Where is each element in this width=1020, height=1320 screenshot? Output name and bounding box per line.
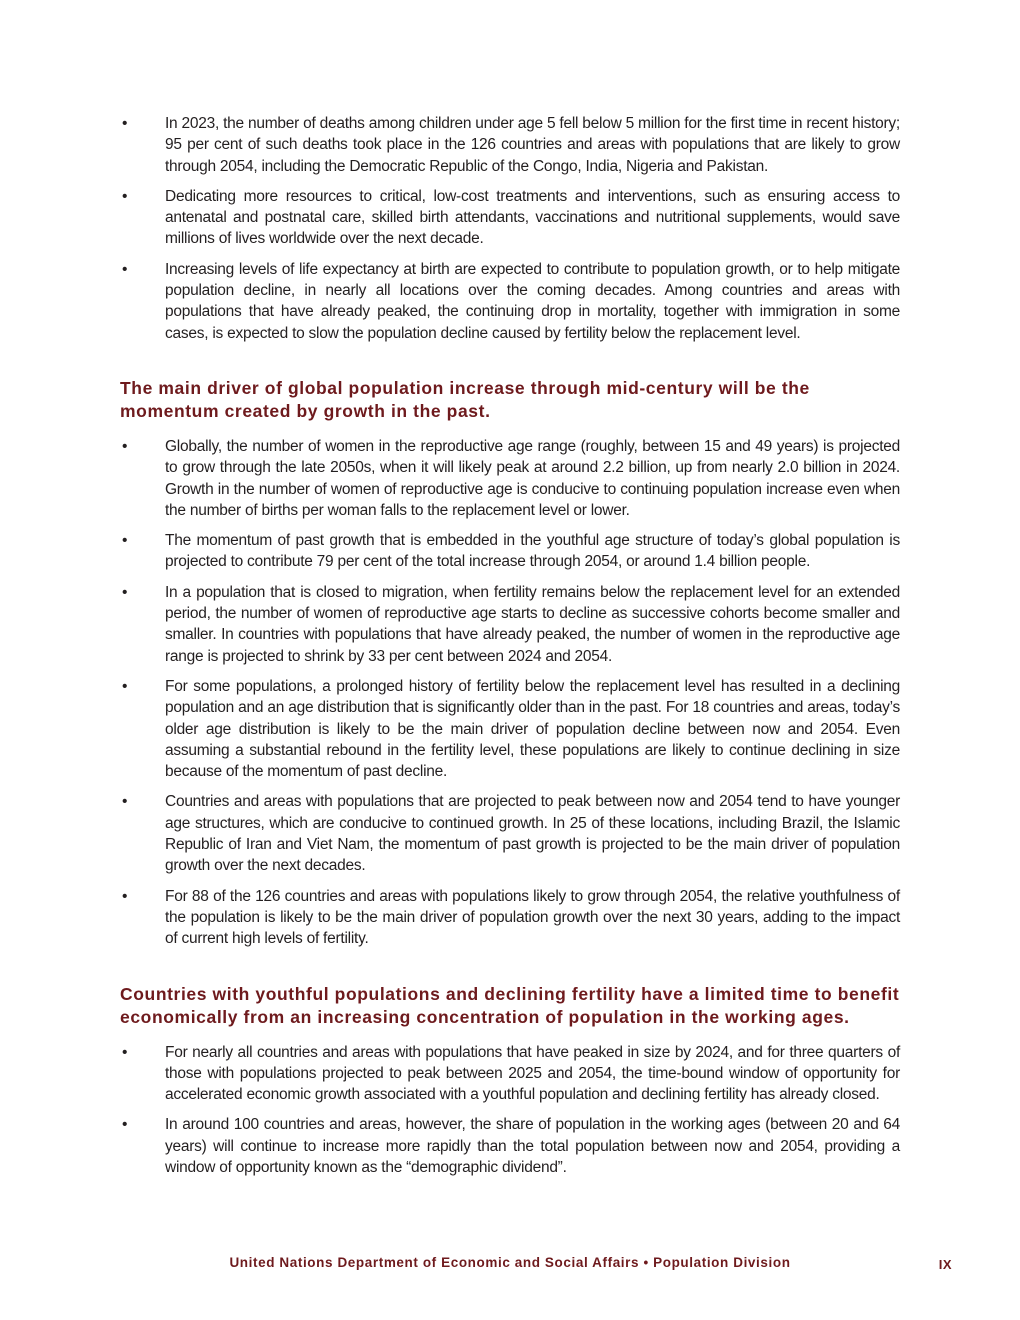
bullet-glyph: • — [122, 1043, 128, 1061]
bullet-item — [120, 676, 900, 782]
section-heading-momentum: The main driver of global population increase through mid-century will be the momentum created by growth in the past. — [120, 377, 810, 421]
bullet-item — [120, 1114, 900, 1178]
bullet-text: For 88 of the 126 countries and areas with populations likely to grow through 2054, the relative youthfulness of the population is likely to be the main driver of population growth over the next 30 years, adding to the impact of current high levels of fertility. — [165, 887, 900, 948]
bullet-glyph: • — [122, 793, 128, 811]
bullet-text: Countries and areas with populations that are projected to peak between now and 2054 tend to have younger age structures, which are conducive to continued growth. In 25 of these locations, including Brazil, the Islamic Republic of Iran and Viet Nam, the momentum of past growth is projected to be the main driver of population growth over the next decades. — [165, 793, 900, 875]
bullet-glyph: • — [122, 887, 128, 905]
bullet-item — [120, 113, 900, 177]
bullet-item — [120, 886, 900, 950]
footer-organization-text: United Nations Department of Economic and Social Affairs • Population Division — [229, 1255, 791, 1270]
bullet-glyph: • — [122, 1116, 128, 1134]
bullet-list-momentum — [120, 436, 900, 950]
bullet-text: Globally, the number of women in the reproductive age range (roughly, between 15 and 49 years) is projected to grow through the late 2050s, when it will likely peak at around 2.2 billion, up from nearly 2.0 billion in 2024. Growth in the number of women of reproductive age is conducive to continuing population increase even when the number of births per woman falls to the replacement level or lower. — [165, 437, 900, 519]
page-number: IX — [938, 1257, 952, 1272]
section-heading-working-ages: Countries with youthful populations and declining fertility have a limited time to benefit economically from an increasing concentration of population in the working ages. — [120, 983, 900, 1027]
bullet-text: In 2023, the number of deaths among children under age 5 fell below 5 million for the first time in recent history; 95 per cent of such deaths took place in the 126 countries and areas with populations that are likely to grow through 2054, including the Democratic Republic of the Congo, India, Nigeria and Pakistan. — [165, 115, 900, 175]
bullet-item — [120, 582, 900, 667]
bullet-item — [120, 791, 900, 876]
bullet-list-intro — [120, 113, 900, 344]
bullet-text: For some populations, a prolonged history of fertility below the replacement level has resulted in a declining population and an age distribution that is significantly older than in the past. For 18 countries and areas, today’s older age distribution is likely to be the main driver of population decline between now and 2054. Even assuming a substantial rebound in the fertility level, these populations are likely to continue declining in size because of the momentum of past decline. — [165, 677, 900, 781]
bullet-text: Dedicating more resources to critical, low-cost treatments and interventions, such as ensuring access to antenatal and postnatal care, skilled birth attendants, vaccinations and nutritional supplements, would save millions of lives worldwide over the next decade. — [165, 187, 900, 248]
bullet-glyph: • — [122, 677, 128, 695]
bullet-text: In a population that is closed to migration, when fertility remains below the replacement level for an extended period, the number of women of reproductive age starts to decline as successive cohorts become smaller and smaller. In countries with populations that have already peaked, the number of women in the reproductive age range is projected to shrink by 33 per cent between 2024 and 2054. — [165, 583, 900, 665]
bullet-glyph: • — [122, 260, 128, 278]
bullet-text: The momentum of past growth that is embedded in the youthful age structure of today’s global population is projected to contribute 79 per cent of the total increase through 2054, or around 1.4 billion people. — [165, 532, 900, 571]
bullet-list-working-ages — [120, 1042, 900, 1179]
bullet-glyph: • — [122, 115, 128, 132]
bullet-glyph: • — [122, 532, 128, 550]
bullet-glyph: • — [122, 437, 128, 455]
bullet-item — [120, 436, 900, 521]
bullet-text: Increasing levels of life expectancy at birth are expected to contribute to population growth, or to help mitigate population decline, in nearly all locations over the coming decades. Among countries and areas with populations that have already peaked, the continuing drop in mortality, together with immigration in some cases, is expected to slow the population decline caused by fertility below the replacement level. — [165, 260, 900, 342]
bullet-item — [120, 186, 900, 250]
bullet-item — [120, 259, 900, 344]
bullet-text: For nearly all countries and areas with populations that have peaked in size by 2024, and for three quarters of those with populations projected to peak between 2025 and 2054, the time-bound window of opportunity for accelerated economic growth associated with a youthful population and declining fertility has already closed. — [165, 1043, 900, 1104]
bullet-item — [120, 1042, 900, 1106]
bullet-glyph: • — [122, 187, 128, 205]
bullet-glyph: • — [122, 583, 128, 601]
bullet-item — [120, 530, 900, 573]
bullet-text: In around 100 countries and areas, however, the share of population in the working ages (between 20 and 64 years) will continue to increase more rapidly than the total population between now and 2054, providing a window of opportunity known as the “demographic dividend”. — [165, 1116, 900, 1176]
